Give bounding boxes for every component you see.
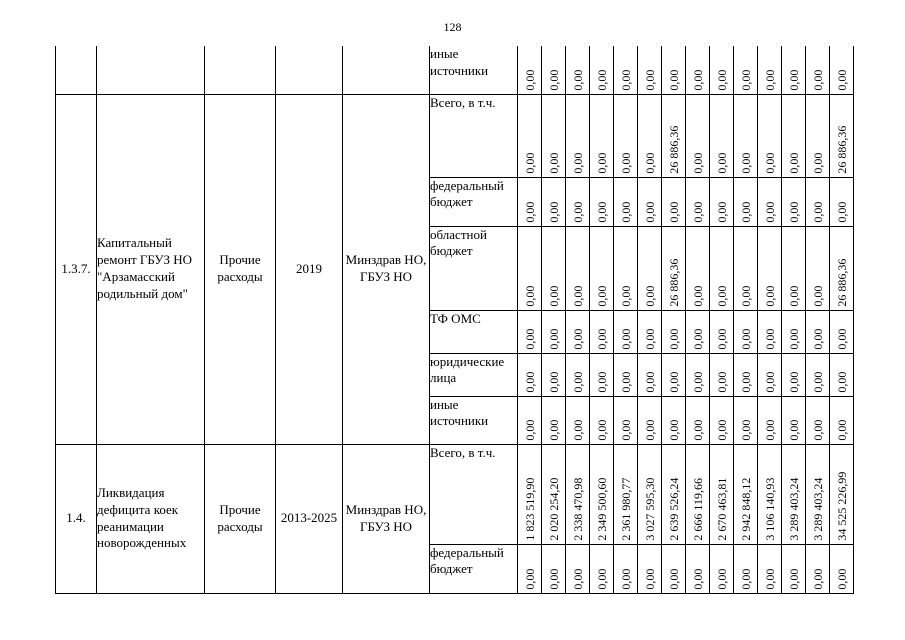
amount-cell (782, 94, 806, 177)
amount-value: 0,00 (738, 568, 753, 590)
amount-value: 1 823 519,90 (522, 477, 537, 541)
amount-value: 0,00 (618, 568, 633, 590)
amount-cell (830, 544, 854, 593)
amount-cell (518, 177, 542, 226)
amount-value: 0,00 (810, 285, 825, 307)
amount-value: 0,00 (690, 371, 705, 393)
amount-cell (806, 226, 830, 310)
amount-value: 0,00 (594, 568, 609, 590)
amount-value: 0,00 (594, 371, 609, 393)
amount-value: 0,00 (738, 69, 753, 91)
amount-cell (566, 544, 590, 593)
amount-value: 0,00 (666, 371, 681, 393)
amount-value: 0,00 (570, 285, 585, 307)
amount-cell (518, 310, 542, 353)
row-name: Ликвидация дефицита коек реанимации новорожденных (97, 444, 205, 593)
amount-cell (710, 94, 734, 177)
amount-value: 0,00 (546, 152, 561, 174)
amount-cell (518, 46, 542, 94)
amount-cell (662, 444, 686, 544)
amount-cell (542, 46, 566, 94)
amount-cell (734, 46, 758, 94)
row-period: 2013-2025 (276, 444, 343, 593)
amount-cell (662, 310, 686, 353)
amount-value: 26 886,36 (834, 258, 849, 307)
amount-cell (614, 544, 638, 593)
amount-value: 0,00 (714, 152, 729, 174)
amount-value: 0,00 (618, 285, 633, 307)
amount-value: 0,00 (522, 328, 537, 350)
amount-value: 0,00 (570, 371, 585, 393)
amount-value: 0,00 (522, 69, 537, 91)
amount-cell (710, 444, 734, 544)
row-name: Капитальный ремонт ГБУЗ НО "Арзамасский родильный дом" (97, 94, 205, 444)
amount-value: 0,00 (570, 328, 585, 350)
amount-value: 0,00 (642, 69, 657, 91)
amount-cell (566, 310, 590, 353)
amount-value: 0,00 (690, 285, 705, 307)
amount-value: 26 886,36 (666, 258, 681, 307)
amount-cell (734, 396, 758, 444)
expense-type: Прочие расходы (205, 444, 276, 593)
amount-cell (734, 310, 758, 353)
table-row (56, 94, 854, 177)
amount-cell (662, 396, 686, 444)
amount-value: 0,00 (834, 328, 849, 350)
row-name (97, 46, 205, 94)
amount-cell (758, 226, 782, 310)
amount-cell (686, 544, 710, 593)
amount-cell (734, 444, 758, 544)
amount-cell (542, 177, 566, 226)
funding-source: областной бюджет (430, 226, 518, 310)
amount-cell (566, 94, 590, 177)
amount-value: 0,00 (810, 568, 825, 590)
amount-cell (806, 94, 830, 177)
amount-value: 0,00 (786, 285, 801, 307)
amount-value: 2 942 848,12 (738, 477, 753, 541)
amount-cell (662, 94, 686, 177)
amount-cell (806, 353, 830, 396)
row-executor (343, 46, 430, 94)
amount-cell (806, 544, 830, 593)
amount-value: 0,00 (522, 419, 537, 441)
amount-cell (614, 444, 638, 544)
amount-value: 2 666 119,66 (690, 477, 705, 541)
amount-value: 0,00 (762, 568, 777, 590)
amount-cell (566, 444, 590, 544)
amount-cell (638, 310, 662, 353)
amount-cell (758, 310, 782, 353)
amount-cell (590, 310, 614, 353)
amount-value: 0,00 (786, 201, 801, 223)
amount-cell (782, 353, 806, 396)
amount-value: 0,00 (522, 285, 537, 307)
amount-cell (518, 396, 542, 444)
amount-value: 0,00 (570, 152, 585, 174)
amount-cell (686, 177, 710, 226)
amount-value: 0,00 (642, 201, 657, 223)
amount-value: 0,00 (810, 371, 825, 393)
amount-cell (590, 177, 614, 226)
amount-cell (830, 177, 854, 226)
amount-value: 0,00 (834, 371, 849, 393)
amount-value: 0,00 (690, 568, 705, 590)
amount-value: 0,00 (786, 568, 801, 590)
amount-value: 0,00 (642, 152, 657, 174)
amount-value: 0,00 (666, 201, 681, 223)
amount-value: 0,00 (546, 328, 561, 350)
amount-value: 0,00 (762, 201, 777, 223)
amount-cell (614, 310, 638, 353)
amount-value: 0,00 (834, 69, 849, 91)
amount-value: 2 338 470,98 (570, 477, 585, 541)
amount-cell (614, 353, 638, 396)
amount-cell (638, 396, 662, 444)
amount-cell (782, 444, 806, 544)
amount-cell (566, 396, 590, 444)
amount-value: 0,00 (618, 69, 633, 91)
amount-cell (710, 177, 734, 226)
amount-cell (638, 226, 662, 310)
amount-cell (662, 544, 686, 593)
amount-value: 0,00 (642, 371, 657, 393)
amount-cell (518, 353, 542, 396)
amount-cell (686, 94, 710, 177)
amount-cell (590, 544, 614, 593)
amount-cell (758, 177, 782, 226)
amount-value: 0,00 (690, 419, 705, 441)
amount-value: 0,00 (762, 419, 777, 441)
amount-value: 0,00 (714, 328, 729, 350)
funding-source: ТФ ОМС (430, 310, 518, 353)
amount-cell (590, 46, 614, 94)
amount-cell (830, 94, 854, 177)
amount-value: 0,00 (738, 328, 753, 350)
amount-value: 0,00 (786, 69, 801, 91)
amount-cell (758, 396, 782, 444)
amount-value: 0,00 (714, 419, 729, 441)
funding-source: иные источники (430, 396, 518, 444)
amount-cell (806, 396, 830, 444)
amount-value: 0,00 (666, 328, 681, 350)
amount-cell (614, 46, 638, 94)
amount-cell (806, 46, 830, 94)
row-number: 1.4. (56, 444, 97, 593)
amount-value: 3 289 403,24 (786, 477, 801, 541)
amount-cell (590, 353, 614, 396)
amount-cell (758, 353, 782, 396)
row-period: 2019 (276, 94, 343, 444)
amount-value: 0,00 (594, 69, 609, 91)
amount-value: 2 670 463,81 (714, 477, 729, 541)
amount-value: 0,00 (690, 152, 705, 174)
amount-cell (518, 444, 542, 544)
amount-value: 0,00 (738, 285, 753, 307)
amount-cell (710, 310, 734, 353)
amount-cell (542, 310, 566, 353)
amount-value: 0,00 (570, 201, 585, 223)
amount-value: 0,00 (690, 201, 705, 223)
amount-value: 0,00 (642, 285, 657, 307)
amount-cell (542, 226, 566, 310)
amount-cell (638, 444, 662, 544)
table-row (56, 444, 854, 544)
amount-value: 0,00 (786, 328, 801, 350)
amount-cell (638, 353, 662, 396)
amount-cell (710, 226, 734, 310)
funding-source: иные источники (430, 46, 518, 94)
amount-cell (686, 396, 710, 444)
amount-cell (566, 46, 590, 94)
row-executor: Минздрав НО, ГБУЗ НО (343, 444, 430, 593)
amount-value: 0,00 (762, 371, 777, 393)
amount-cell (782, 544, 806, 593)
amount-cell (782, 46, 806, 94)
amount-cell (686, 46, 710, 94)
amount-value: 0,00 (810, 419, 825, 441)
row-period (276, 46, 343, 94)
amount-value: 0,00 (810, 152, 825, 174)
amount-value: 0,00 (618, 152, 633, 174)
amount-cell (830, 353, 854, 396)
amount-value: 0,00 (594, 419, 609, 441)
expense-type: Прочие расходы (205, 94, 276, 444)
amount-cell (614, 177, 638, 226)
amount-value: 0,00 (690, 69, 705, 91)
amount-cell (590, 226, 614, 310)
amount-value: 0,00 (738, 152, 753, 174)
amount-value: 26 886,36 (834, 125, 849, 174)
amount-cell (710, 353, 734, 396)
amount-value: 0,00 (714, 285, 729, 307)
budget-table (55, 46, 854, 594)
table-row (56, 46, 854, 94)
amount-value: 0,00 (834, 201, 849, 223)
amount-value: 0,00 (594, 328, 609, 350)
amount-value: 0,00 (666, 568, 681, 590)
amount-cell (566, 226, 590, 310)
amount-cell (590, 396, 614, 444)
amount-value: 0,00 (810, 69, 825, 91)
amount-cell (806, 310, 830, 353)
amount-cell (734, 544, 758, 593)
amount-cell (662, 226, 686, 310)
amount-value: 0,00 (618, 371, 633, 393)
amount-cell (686, 444, 710, 544)
amount-value: 0,00 (546, 419, 561, 441)
amount-value: 2 349 500,60 (594, 477, 609, 541)
amount-cell (566, 177, 590, 226)
amount-value: 0,00 (522, 201, 537, 223)
amount-value: 0,00 (618, 419, 633, 441)
amount-value: 0,00 (594, 285, 609, 307)
amount-value: 0,00 (810, 328, 825, 350)
funding-source: Всего, в т.ч. (430, 94, 518, 177)
amount-cell (830, 396, 854, 444)
amount-value: 0,00 (786, 419, 801, 441)
amount-cell (830, 46, 854, 94)
amount-value: 0,00 (570, 69, 585, 91)
amount-value: 0,00 (594, 201, 609, 223)
amount-cell (686, 310, 710, 353)
amount-value: 0,00 (546, 568, 561, 590)
amount-cell (518, 226, 542, 310)
amount-value: 0,00 (762, 69, 777, 91)
amount-value: 0,00 (834, 419, 849, 441)
amount-value: 0,00 (522, 568, 537, 590)
amount-cell (758, 94, 782, 177)
amount-value: 2 639 526,24 (666, 477, 681, 541)
amount-value: 2 361 980,77 (618, 477, 633, 541)
amount-value: 0,00 (714, 568, 729, 590)
amount-cell (734, 226, 758, 310)
amount-cell (518, 544, 542, 593)
amount-cell (662, 353, 686, 396)
amount-value: 0,00 (762, 285, 777, 307)
amount-value: 0,00 (762, 152, 777, 174)
amount-value: 0,00 (666, 69, 681, 91)
amount-value: 0,00 (786, 152, 801, 174)
amount-cell (662, 177, 686, 226)
amount-value: 0,00 (546, 69, 561, 91)
amount-value: 0,00 (786, 371, 801, 393)
amount-cell (542, 444, 566, 544)
amount-value: 0,00 (546, 201, 561, 223)
amount-cell (734, 94, 758, 177)
amount-cell (710, 396, 734, 444)
amount-cell (830, 310, 854, 353)
amount-cell (542, 396, 566, 444)
amount-value: 0,00 (738, 371, 753, 393)
amount-value: 0,00 (570, 419, 585, 441)
amount-cell (686, 353, 710, 396)
amount-value: 0,00 (642, 328, 657, 350)
amount-cell (758, 544, 782, 593)
amount-value: 0,00 (810, 201, 825, 223)
amount-value: 0,00 (618, 328, 633, 350)
amount-cell (638, 177, 662, 226)
page-number: 128 (443, 20, 462, 34)
amount-cell (710, 544, 734, 593)
amount-value: 3 027 595,30 (642, 477, 657, 541)
amount-cell (518, 94, 542, 177)
amount-cell (662, 46, 686, 94)
amount-cell (614, 94, 638, 177)
amount-value: 2 020 254,20 (546, 477, 561, 541)
amount-cell (590, 94, 614, 177)
amount-cell (710, 46, 734, 94)
expense-type (205, 46, 276, 94)
amount-cell (638, 46, 662, 94)
amount-cell (686, 226, 710, 310)
amount-value: 0,00 (738, 201, 753, 223)
amount-value: 0,00 (594, 152, 609, 174)
amount-value: 3 289 403,24 (810, 477, 825, 541)
amount-cell (638, 544, 662, 593)
amount-value: 0,00 (570, 568, 585, 590)
amount-value: 3 106 140,93 (762, 477, 777, 541)
funding-source: федеральный бюджет (430, 177, 518, 226)
amount-cell (542, 353, 566, 396)
funding-source: Всего, в т.ч. (430, 444, 518, 544)
amount-cell (782, 396, 806, 444)
amount-value: 0,00 (690, 328, 705, 350)
amount-cell (614, 396, 638, 444)
amount-value: 0,00 (714, 201, 729, 223)
amount-value: 34 525 226,99 (834, 471, 849, 541)
amount-cell (830, 226, 854, 310)
amount-cell (638, 94, 662, 177)
amount-value: 0,00 (714, 69, 729, 91)
amount-value: 0,00 (642, 568, 657, 590)
amount-value: 0,00 (522, 371, 537, 393)
funding-source: юридические лица (430, 353, 518, 396)
amount-value: 0,00 (738, 419, 753, 441)
row-number: 1.3.7. (56, 94, 97, 444)
amount-cell (734, 353, 758, 396)
amount-cell (542, 94, 566, 177)
amount-cell (782, 310, 806, 353)
amount-value: 0,00 (714, 371, 729, 393)
amount-cell (830, 444, 854, 544)
amount-cell (566, 353, 590, 396)
amount-value: 0,00 (666, 419, 681, 441)
amount-cell (758, 46, 782, 94)
amount-cell (614, 226, 638, 310)
amount-value: 0,00 (618, 201, 633, 223)
amount-cell (806, 444, 830, 544)
amount-value: 0,00 (546, 285, 561, 307)
amount-cell (782, 226, 806, 310)
amount-value: 0,00 (762, 328, 777, 350)
amount-cell (542, 544, 566, 593)
amount-value: 0,00 (834, 568, 849, 590)
row-executor: Минздрав НО, ГБУЗ НО (343, 94, 430, 444)
amount-value: 0,00 (522, 152, 537, 174)
amount-cell (590, 444, 614, 544)
amount-cell (734, 177, 758, 226)
amount-value: 0,00 (546, 371, 561, 393)
amount-cell (758, 444, 782, 544)
row-number (56, 46, 97, 94)
amount-cell (806, 177, 830, 226)
amount-value: 26 886,36 (666, 125, 681, 174)
amount-cell (782, 177, 806, 226)
funding-source: федеральный бюджет (430, 544, 518, 593)
amount-value: 0,00 (642, 419, 657, 441)
